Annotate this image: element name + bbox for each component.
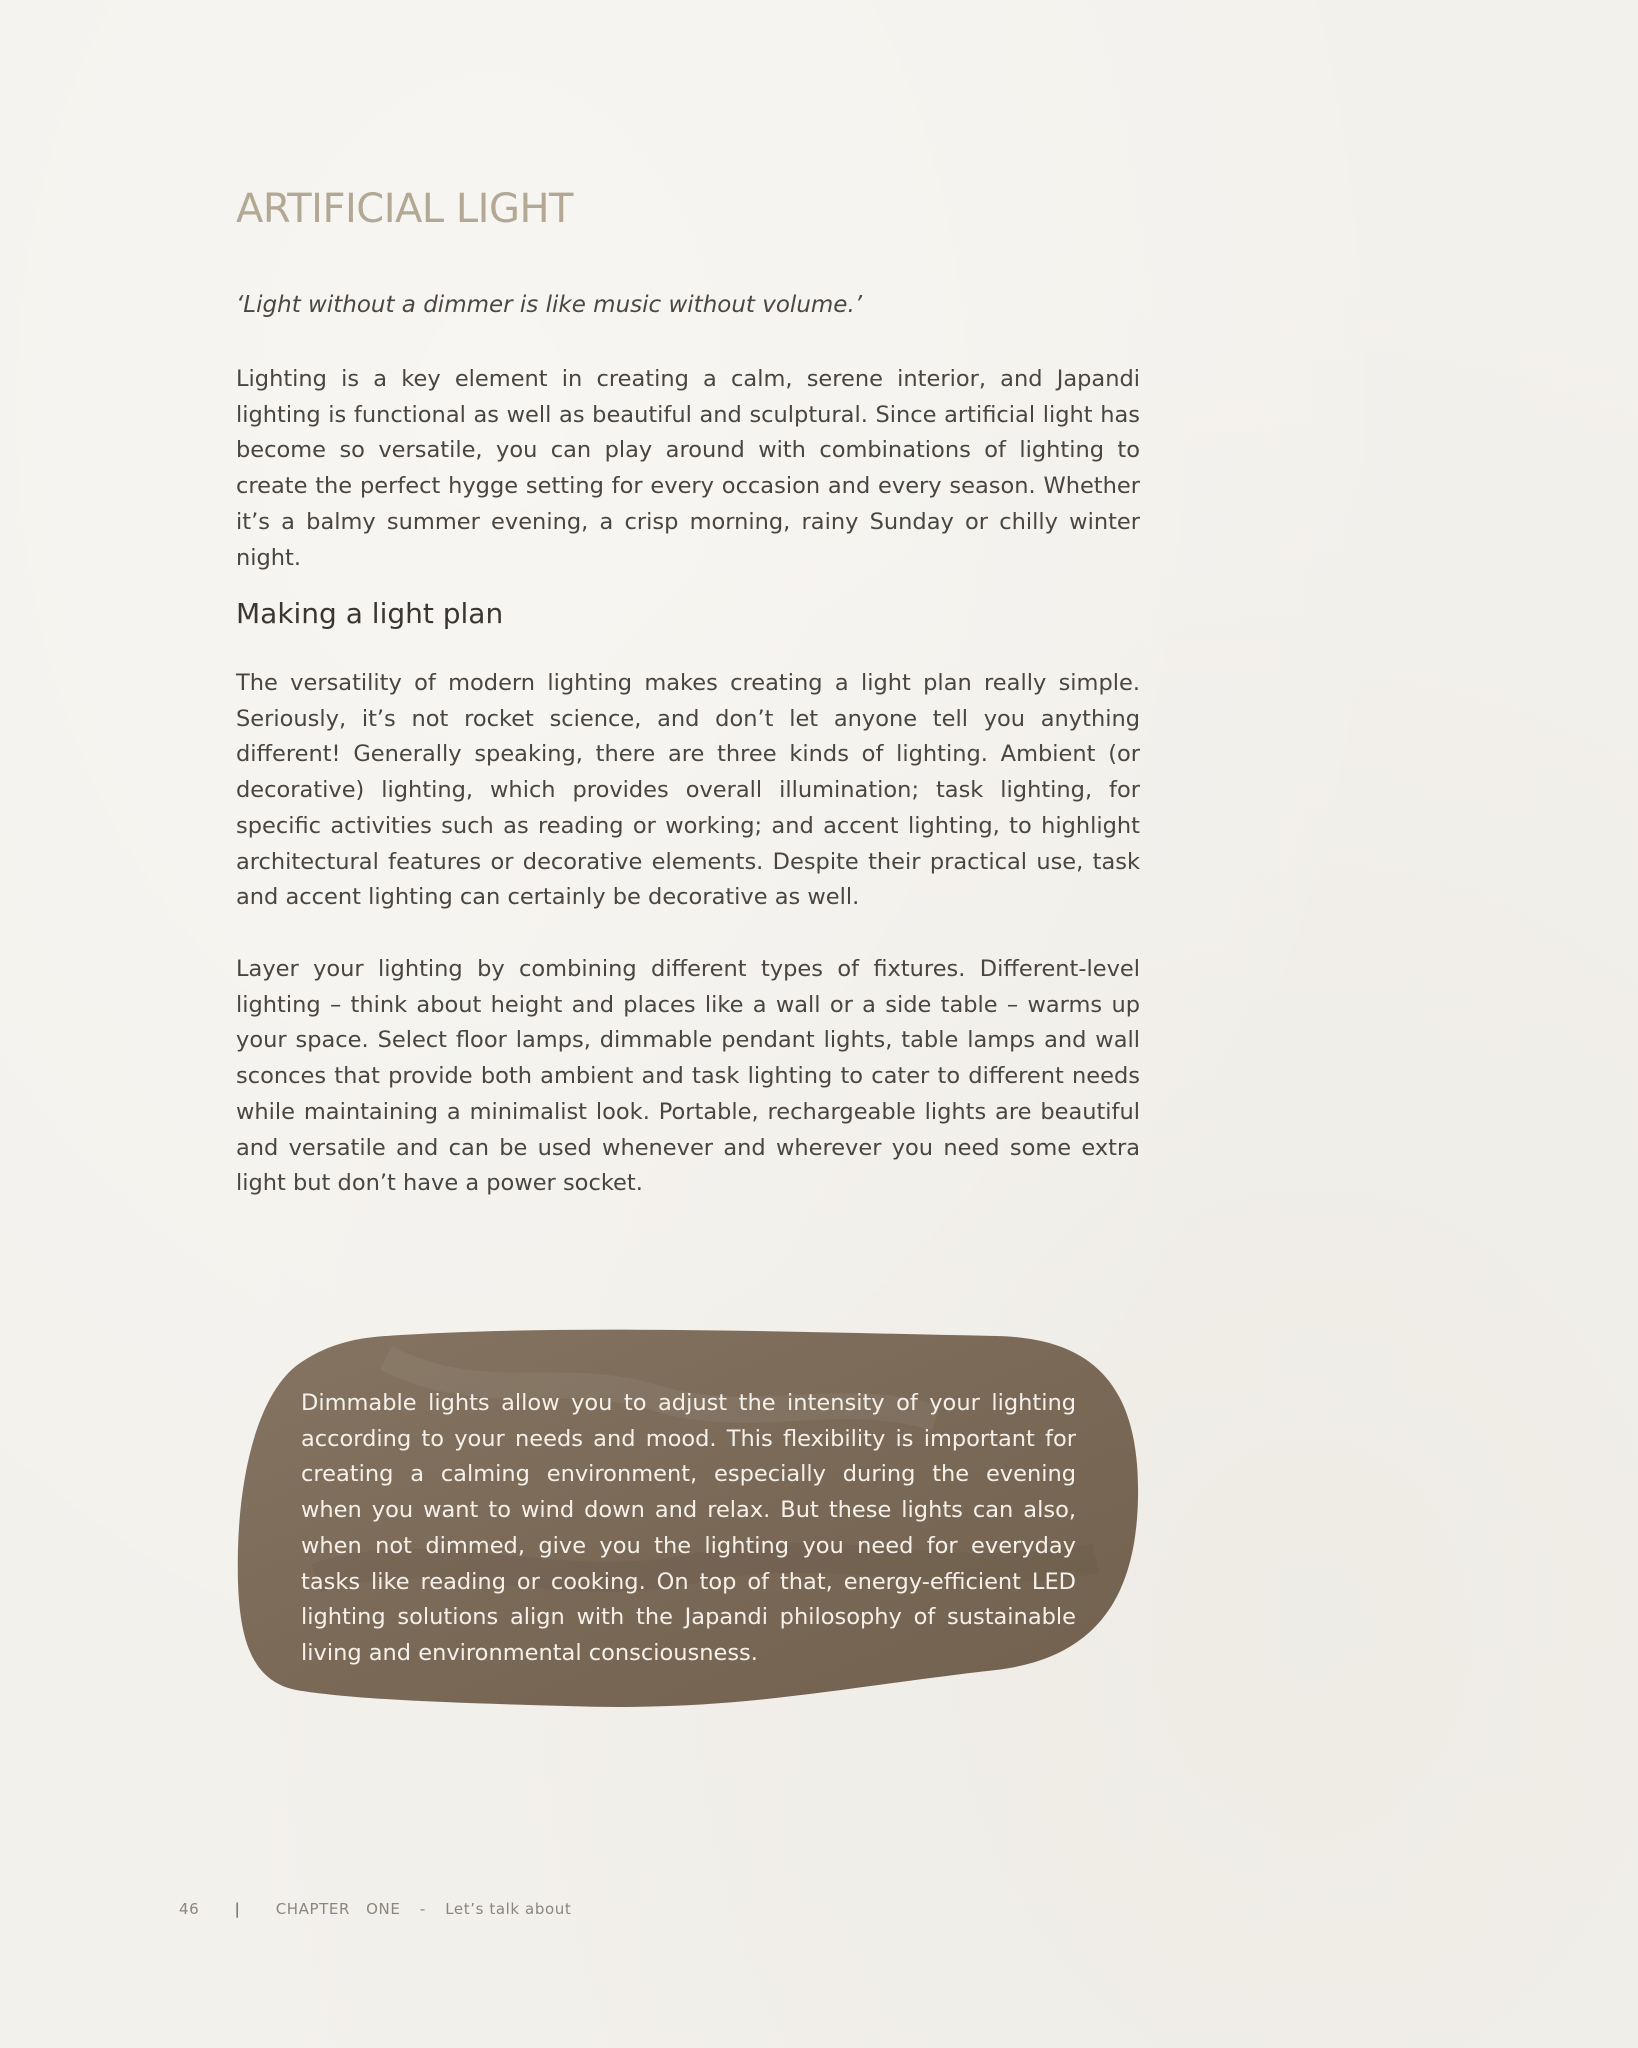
page-title: ARTIFICIAL LIGHT	[236, 186, 573, 232]
section-heading: Making a light plan	[236, 597, 504, 630]
epigraph-quote: ‘Light without a dimmer is like music without volume.’	[236, 292, 863, 318]
body-paragraph-lighting-types: The versatility of modern lighting makes creating a light plan really simple. Seriously, it’s not rocket science, and don’t let anyone tell you anything different! Generally speaking, there are three kinds of lighting. Ambient (or decorative) lighting, which provides overall illumination; task lighting, for specific activities such as reading or working; and accent lighting, to highlight architectural features or decorative elements. Despite their practical use, task and accent lighting can certainly be decorative as well.	[236, 670, 1140, 911]
section-label: Let’s talk about	[445, 1900, 572, 1918]
callout-text: Dimmable lights allow you to adjust the intensity of your lighting according to your needs and mood. This flexibility is important for creating a calming environment, especially during the evening when you want to wind down and relax. But these lights can also, when not dimmed, give you the lighting you need for everyday tasks like reading or cooking. On top of that, energy-efficient LED lighting solutions align with the Japandi philosophy of sustainable living and environmental consciousness.	[301, 1390, 1076, 1666]
chapter-label: CHAPTER ONE	[275, 1900, 401, 1918]
callout-box	[236, 1328, 1140, 1710]
footer-separator: |	[234, 1900, 241, 1918]
page-number: 46	[179, 1900, 200, 1918]
intro-paragraph: Lighting is a key element in creating a calm, serene interior, and Japandi lighting is functional as well as beautiful and sculptural. Since artificial light has become so versatile, you can play around with combinations of lighting to create the perfect hygge setting for every occasion and every season. Whether it’s a balmy summer evening, a crisp morning, rainy Sunday or chilly winter night.	[236, 366, 1140, 571]
page-footer	[179, 1900, 571, 1918]
footer-dash: -	[419, 1900, 426, 1918]
body-paragraph-layering: Layer your lighting by combining different types of fixtures. Different-level lighting – think about height and places like a wall or a side table – warms up your space. Select floor lamps, dimmable pendant lights, table lamps and wall sconces that provide both ambient and task lighting to cater to different needs while maintaining a minimalist look. Portable, rechargeable lights are beautiful and versatile and can be used whenever and wherever you need some extra light but don’t have a power socket.	[236, 956, 1140, 1197]
